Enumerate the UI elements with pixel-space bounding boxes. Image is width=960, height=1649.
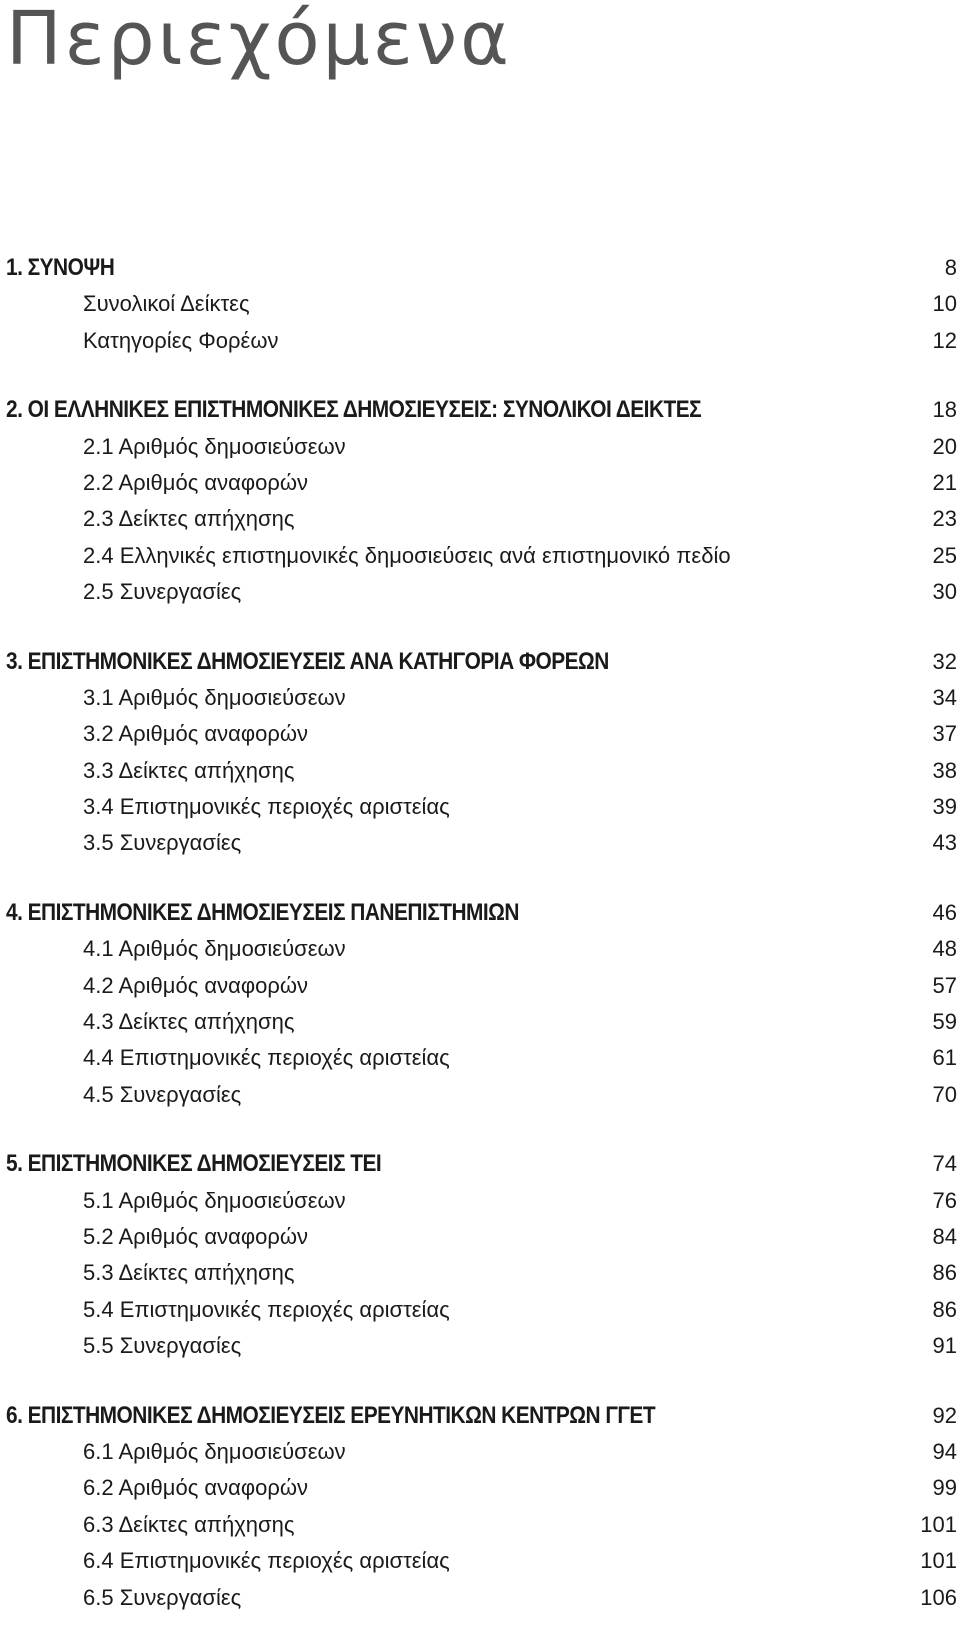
toc-entry-label: 2.5 Συνεργασίες: [83, 579, 242, 605]
toc-section: [0, 250, 960, 359]
toc-entry[interactable]: [0, 716, 960, 752]
toc-page-number: 91: [932, 1333, 957, 1359]
toc-page-number: 30: [932, 579, 957, 605]
toc-page-number: 61: [932, 1045, 957, 1071]
toc-page-number: 92: [932, 1402, 957, 1428]
toc-entry-label: 3.5 Συνεργασίες: [83, 830, 242, 856]
toc-entry[interactable]: [0, 1470, 960, 1506]
toc-page-number: 94: [932, 1438, 957, 1464]
toc-entry[interactable]: [0, 789, 960, 825]
toc-entry-label: 4.5 Συνεργασίες: [83, 1081, 242, 1107]
toc-page-number: 34: [932, 684, 957, 710]
toc-entry[interactable]: [0, 1543, 960, 1579]
toc-page-number: 18: [932, 397, 957, 423]
toc-entry-label: 5.5 Συνεργασίες: [83, 1333, 242, 1359]
toc-heading-label: 3. ΕΠΙΣΤΗΜΟΝΙΚΕΣ ΔΗΜΟΣΙΕΥΣΕΙΣ ΑΝΑ ΚΑΤΗΓΟΡΙΑ ΦΟΡΕΩΝ: [6, 647, 609, 675]
toc-page-number: 59: [932, 1009, 957, 1035]
toc-entry-label: 6.5 Συνεργασίες: [83, 1584, 242, 1610]
toc-entry-label: 2.1 Αριθμός δημοσιεύσεων: [83, 433, 346, 459]
toc-entry[interactable]: [0, 1219, 960, 1255]
toc-entry-label: 5.1 Αριθμός δημοσιεύσεων: [83, 1187, 346, 1213]
toc-section: [0, 895, 960, 1113]
toc-page-number: 20: [932, 433, 957, 459]
toc-page-number: 43: [932, 830, 957, 856]
toc-entry-label: 3.4 Επιστημονικές περιοχές αριστείας: [83, 794, 450, 820]
toc-entry[interactable]: [0, 825, 960, 861]
toc-entry[interactable]: [0, 465, 960, 501]
toc-page-number: 48: [932, 936, 957, 962]
toc-heading[interactable]: [0, 895, 960, 931]
toc-section: [0, 1398, 960, 1616]
toc-entry[interactable]: [0, 1580, 960, 1616]
toc-page-number: 86: [932, 1260, 957, 1286]
toc-page-number: 39: [932, 794, 957, 820]
toc-entry[interactable]: [0, 753, 960, 789]
toc-page-number: 23: [932, 506, 957, 532]
toc-entry[interactable]: [0, 1255, 960, 1291]
table-of-contents: [0, 250, 960, 1649]
toc-heading[interactable]: [0, 250, 960, 286]
toc-entry-label: 6.2 Αριθμός αναφορών: [83, 1475, 309, 1501]
toc-entry-label: Κατηγορίες Φορέων: [83, 327, 279, 353]
toc-entry[interactable]: [0, 1004, 960, 1040]
toc-page-number: 106: [920, 1584, 957, 1610]
toc-heading[interactable]: [0, 1146, 960, 1182]
toc-entry-label: 4.2 Αριθμός αναφορών: [83, 972, 309, 998]
toc-page-number: 86: [932, 1296, 957, 1322]
toc-entry-label: 3.1 Αριθμός δημοσιεύσεων: [83, 684, 346, 710]
toc-page-number: 74: [932, 1151, 957, 1177]
toc-page-number: 70: [932, 1081, 957, 1107]
toc-entry-label: 6.3 Δείκτες απήχησης: [83, 1511, 295, 1537]
toc-entry-label: 6.1 Αριθμός δημοσιεύσεων: [83, 1438, 346, 1464]
toc-page-number: 8: [944, 255, 957, 280]
toc-page-number: 37: [932, 721, 957, 747]
toc-entry[interactable]: [0, 1183, 960, 1219]
toc-page-number: 99: [932, 1475, 957, 1501]
toc-entry-label: 4.3 Δείκτες απήχησης: [83, 1009, 295, 1035]
toc-entry[interactable]: [0, 323, 960, 359]
toc-page-number: 21: [932, 469, 957, 495]
toc-entry-label: 5.3 Δείκτες απήχησης: [83, 1260, 295, 1286]
toc-heading-label: 5. ΕΠΙΣΤΗΜΟΝΙΚΕΣ ΔΗΜΟΣΙΕΥΣΕΙΣ ΤΕΙ: [6, 1150, 382, 1178]
toc-entry[interactable]: [0, 1292, 960, 1328]
toc-heading-label: 1. ΣΥΝΟΨΗ: [6, 254, 115, 281]
toc-section: [0, 644, 960, 862]
toc-page-number: 57: [932, 972, 957, 998]
page-title: Περιεχόμενα: [6, 0, 512, 82]
toc-page-number: 84: [932, 1223, 957, 1249]
toc-entry[interactable]: [0, 1077, 960, 1113]
toc-page-number: 38: [932, 757, 957, 783]
toc-page-number: 10: [932, 291, 957, 317]
toc-entry-label: Συνολικοί Δείκτες: [83, 291, 250, 317]
toc-heading-label: 2. ΟΙ ΕΛΛΗΝΙΚΕΣ ΕΠΙΣΤΗΜΟΝΙΚΕΣ ΔΗΜΟΣΙΕΥΣΕΙΣ: ΣΥΝΟΛΙΚΟΙ ΔΕΙΚΤΕΣ: [6, 396, 702, 424]
toc-entry-label: 4.4 Επιστημονικές περιοχές αριστείας: [83, 1045, 450, 1071]
toc-page-number: 101: [920, 1511, 957, 1537]
toc-page-number: 32: [932, 648, 957, 674]
toc-entry[interactable]: [0, 1434, 960, 1470]
toc-entry[interactable]: [0, 931, 960, 967]
toc-entry-label: 2.2 Αριθμός αναφορών: [83, 469, 309, 495]
toc-entry-label: 3.2 Αριθμός αναφορών: [83, 721, 309, 747]
toc-entry[interactable]: [0, 538, 960, 574]
toc-entry[interactable]: [0, 286, 960, 322]
toc-entry-label: 4.1 Αριθμός δημοσιεύσεων: [83, 936, 346, 962]
toc-entry[interactable]: [0, 1507, 960, 1543]
toc-entry[interactable]: [0, 1328, 960, 1364]
toc-page-number: 101: [920, 1548, 957, 1574]
toc-heading-label: 4. ΕΠΙΣΤΗΜΟΝΙΚΕΣ ΔΗΜΟΣΙΕΥΣΕΙΣ ΠΑΝΕΠΙΣΤΗΜΙΩΝ: [6, 898, 519, 926]
toc-heading[interactable]: [0, 392, 960, 428]
toc-heading-label: 6. ΕΠΙΣΤΗΜΟΝΙΚΕΣ ΔΗΜΟΣΙΕΥΣΕΙΣ ΕΡΕΥΝΗΤΙΚΩΝ ΚΕΝΤΡΩΝ ΓΓΕΤ: [6, 1401, 656, 1429]
toc-entry[interactable]: [0, 1040, 960, 1076]
toc-heading[interactable]: [0, 644, 960, 680]
toc-page-number: 76: [932, 1187, 957, 1213]
toc-entry[interactable]: [0, 574, 960, 610]
toc-entry-label: 5.4 Επιστημονικές περιοχές αριστείας: [83, 1296, 450, 1322]
toc-section: [0, 392, 960, 610]
toc-entry-label: 6.4 Επιστημονικές περιοχές αριστείας: [83, 1548, 450, 1574]
toc-page-number: 12: [932, 327, 957, 353]
toc-page-number: 46: [932, 899, 957, 925]
toc-entry[interactable]: [0, 680, 960, 716]
toc-entry-label: 5.2 Αριθμός αναφορών: [83, 1223, 309, 1249]
toc-entry-label: 2.3 Δείκτες απήχησης: [83, 506, 295, 532]
toc-section: [0, 1146, 960, 1364]
toc-page-number: 25: [932, 542, 957, 568]
toc-entry[interactable]: [0, 501, 960, 537]
toc-entry[interactable]: [0, 429, 960, 465]
toc-heading[interactable]: [0, 1398, 960, 1434]
toc-entry[interactable]: [0, 968, 960, 1004]
toc-entry-label: 2.4 Ελληνικές επιστημονικές δημοσιεύσεις ανά επιστημονικό πεδίο: [83, 542, 731, 568]
toc-entry-label: 3.3 Δείκτες απήχησης: [83, 757, 295, 783]
